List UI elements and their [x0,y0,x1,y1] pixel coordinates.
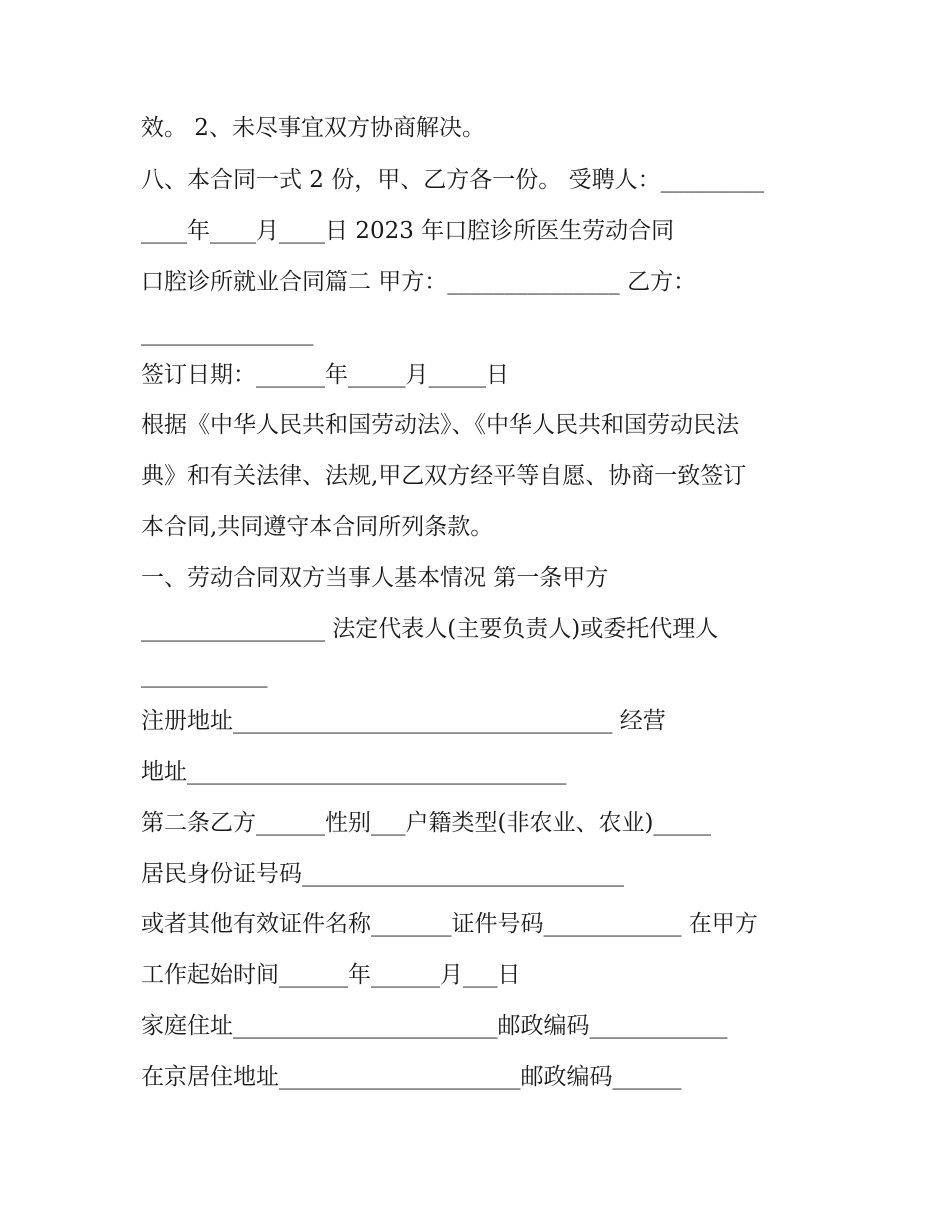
text-line: 口腔诊所就业合同篇二 甲方：_______________ 乙方： [141,269,697,295]
text-line: 八、本合同一式 2 份，甲、乙方各一份。 受聘人：_________ [141,167,765,193]
text-line: 工作起始时间______年______月___日 [141,962,521,988]
text-line: 本合同,共同遵守本合同所列条款。 [141,514,494,540]
text-line: 注册地址_________________________________ 经营 [141,708,666,734]
text-line: _______________ [141,320,314,346]
text-line: 签订日期：______年_____月_____日 [141,362,509,388]
text-line: 一、劳动合同双方当事人基本情况 第一条甲方 [141,565,609,591]
text-line: 家庭住址_______________________邮政编码____________ [141,1013,728,1039]
text-line: ________________ 法定代表人(主要负责人)或委托代理人 [141,616,719,642]
text-line: ____年____月____日 2023 年口腔诊所医生劳动合同 [141,218,675,244]
text-line: 居民身份证号码____________________________ [141,861,624,887]
text-line: 根据《中华人民共和国劳动法》、《中华人民共和国劳动民法 [141,412,739,438]
text-line: 典》和有关法律、法规,甲乙双方经平等自愿、协商一致签订 [141,463,747,489]
text-line: 在京居住地址_____________________邮政编码______ [141,1064,682,1090]
text-line: 第二条乙方______性别___户籍类型(非农业、农业)_____ [141,810,711,836]
text-line: 地址_________________________________ [141,759,567,785]
text-line: ___________ [141,662,268,688]
text-line: 效。 2、未尽事宜双方协商解决。 [141,115,485,141]
text-line: 或者其他有效证件名称_______证件号码____________ 在甲方 [141,911,758,937]
